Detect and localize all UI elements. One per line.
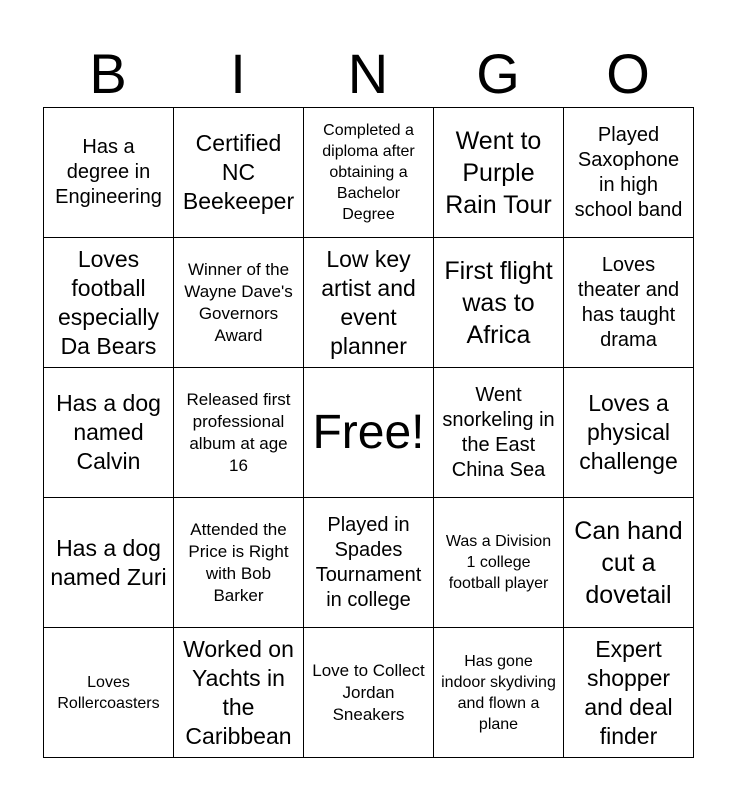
bingo-cell[interactable] (174, 238, 304, 368)
cell-text: Love to Collect Jordan Sneakers (312, 660, 425, 724)
cell-text: Can hand cut a dovetail (574, 516, 683, 609)
bingo-cell[interactable] (174, 368, 304, 498)
cell-text: Loves Rollercoasters (57, 673, 160, 712)
bingo-cell[interactable] (434, 498, 564, 628)
bingo-cell[interactable] (564, 368, 694, 498)
bingo-cell[interactable] (44, 498, 174, 628)
cell-text: Certified NC Beekeeper (182, 130, 295, 214)
board-row (44, 238, 694, 368)
cell-text: Played Saxophone in high school band (574, 123, 683, 221)
bingo-cell[interactable] (564, 498, 694, 628)
board-row (44, 368, 694, 498)
header-letter-o: O (606, 42, 650, 105)
bingo-cell[interactable] (564, 238, 694, 368)
bingo-cell[interactable] (44, 238, 174, 368)
bingo-cell[interactable] (564, 628, 694, 758)
header-letter-n: N (347, 42, 389, 105)
cell-text: Loves football especially Da Bears (58, 245, 159, 359)
bingo-cell[interactable] (44, 628, 174, 758)
cell-text: Completed a diploma after obtaining a Bachelor Degree (322, 122, 415, 223)
bingo-cell[interactable] (434, 108, 564, 238)
header-letter-g: G (476, 42, 520, 105)
cell-text: Went snorkeling in the East China Sea (442, 383, 555, 481)
cell-text: Expert shopper and deal finder (584, 635, 673, 749)
header-letter-b: B (89, 42, 127, 105)
free-space-cell[interactable] (304, 368, 434, 498)
free-space-text: Free! (312, 405, 425, 459)
bingo-cell[interactable] (44, 368, 174, 498)
board-row (44, 498, 694, 628)
cell-text: Was a Division 1 college football player (445, 533, 552, 592)
cell-text: Winner of the Wayne Dave's Governors Award (184, 259, 293, 345)
bingo-cell[interactable] (434, 368, 564, 498)
bingo-header (43, 40, 693, 108)
bingo-cell[interactable] (564, 108, 694, 238)
header-letter-i: I (230, 42, 246, 105)
bingo-cell[interactable] (304, 628, 434, 758)
cell-text: Low key artist and event planner (321, 245, 416, 359)
cell-text: Attended the Price is Right with Bob Barker (188, 519, 289, 605)
cell-text: Worked on Yachts in the Caribbean (183, 635, 294, 749)
bingo-board (43, 107, 694, 758)
cell-text: Has a dog named Zuri (50, 534, 167, 590)
cell-text: First flight was to Africa (444, 256, 553, 349)
bingo-cell[interactable] (434, 238, 564, 368)
bingo-cell[interactable] (434, 628, 564, 758)
bingo-cell[interactable] (174, 628, 304, 758)
cell-text: Released first professional album at age 16 (186, 389, 291, 475)
board-row (44, 628, 694, 758)
cell-text: Has a degree in Engineering (55, 136, 162, 208)
cell-text: Played in Spades Tournament in college (315, 513, 422, 611)
bingo-cell[interactable] (174, 108, 304, 238)
bingo-cell[interactable] (174, 498, 304, 628)
cell-text: Has a dog named Calvin (56, 390, 161, 474)
bingo-cell[interactable] (304, 108, 434, 238)
cell-text: Went to Purple Rain Tour (445, 126, 552, 219)
board-row (44, 108, 694, 238)
bingo-cell[interactable] (304, 238, 434, 368)
bingo-cell[interactable] (44, 108, 174, 238)
cell-text: Loves a physical challenge (579, 390, 678, 474)
cell-text: Has gone indoor skydiving and flown a plane (441, 652, 556, 733)
cell-text: Loves theater and has taught drama (577, 253, 680, 351)
bingo-cell[interactable] (304, 498, 434, 628)
